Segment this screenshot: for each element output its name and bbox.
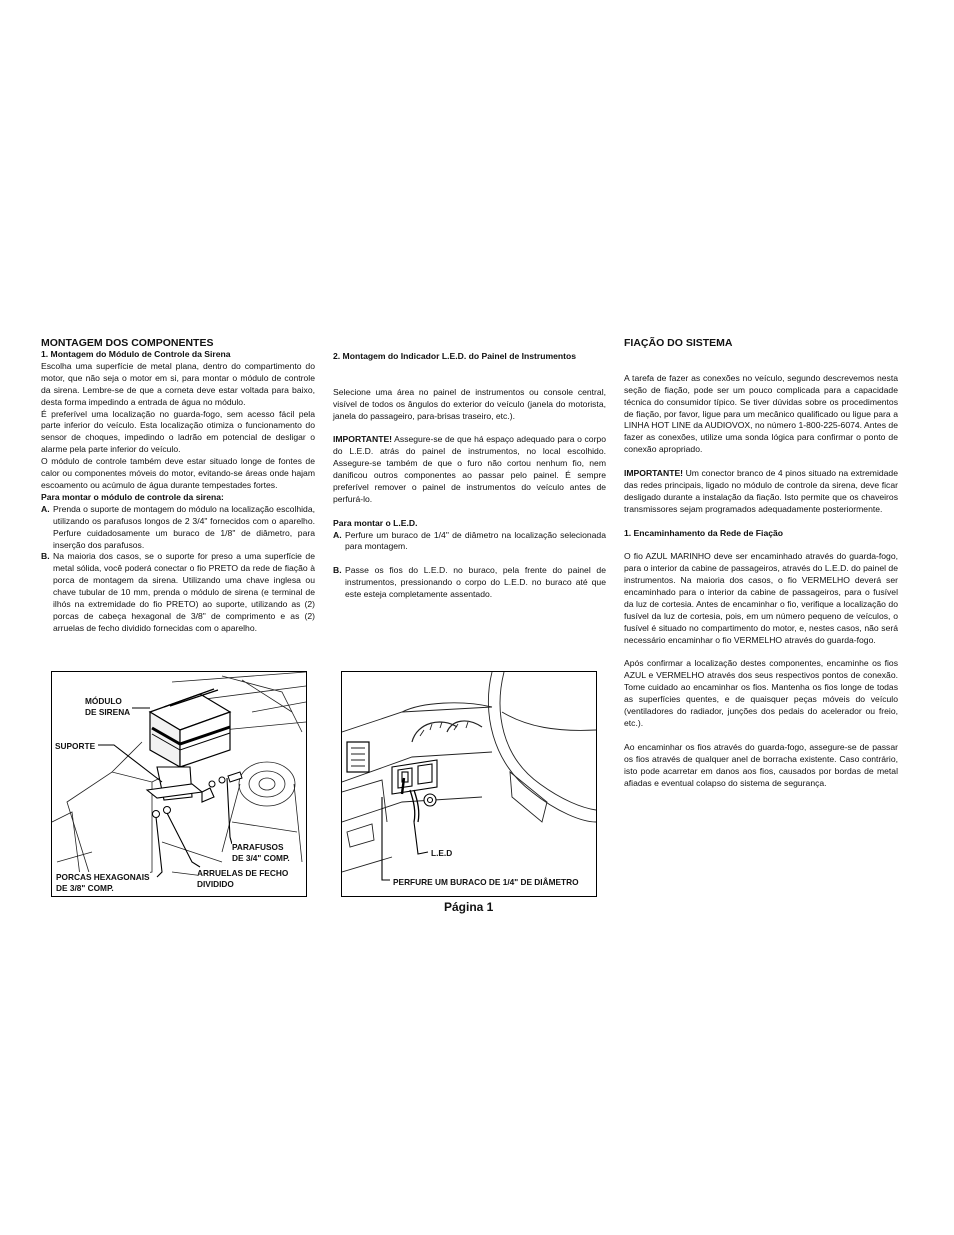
important-label: IMPORTANTE!: [624, 468, 684, 479]
label-line: DE SIRENA: [85, 706, 131, 717]
label-led: L.E.D: [431, 848, 453, 858]
paragraph: O fio AZUL MARINHO deve ser encaminhado através do guarda-fogo, para o interior da cabine de passageiros, através do L.E.D. do painel de instrumentos. Na maioria dos casos, o fio VERMELHO deverá ser encaminhado para o interior da cabine de passageiros, para o fusível da luz de cortesia. Antes de encaminhar o fio, verifique a localização do fusível da luz de cortesia, pois, em um número pequeno de veículos, o fusível é situado no compartimento do motor, e, nestes casos, não será necessário encaminhar o fio VERMELHO através do guarda-fogo.: [624, 551, 898, 645]
label-screws: [232, 842, 290, 863]
important-label: IMPORTANTE!: [333, 434, 393, 445]
step-text: Perfure um buraco de 1/4" de diâmetro na localização selecionada para montagem.: [345, 529, 606, 552]
step-label: B.: [41, 551, 50, 562]
step-text: Na maioria dos casos, se o suporte for preso a uma superfície de metal sólida, você poderá conectar o fio PRETO da rede de fiação à porca de montagem da sirena. Utilizando uma chave inglesa ou chave tubular de 10 mm, prenda o módulo de sirena (e terminal de ilhós na extremidade do fio PRETO) ao suporte, utilizando as (2) porcas de cabeça hexagonal de 3/8" de comprimento e as (2) arruelas de fecho dividido fornecidas com o aparelho.: [53, 551, 315, 633]
step-b: [333, 565, 606, 601]
label-line: DE 3/8" COMP.: [56, 882, 114, 893]
figure-led-dashboard: [341, 671, 597, 897]
step-text: Prenda o suporte de montagem do módulo na localização escolhida, utilizando os parafusos longos de 2 3/4" fornecidos com o aparelho. Perfure cuidadosamente um buraco de 1/8" de diâmetro, para inserção dos parafusos.: [53, 503, 315, 550]
label-siren-module: [85, 696, 130, 717]
step-a: [41, 504, 315, 552]
section-title-mounting: MONTAGEM DOS COMPONENTES: [41, 337, 214, 349]
paragraph: A tarefa de fazer as conexões no veículo, segundo descrevemos nesta seção de fiação, pode ser um pouco complicada para a capacidade técnica do consumidor típico. Se tiver dúvidas sobre os procedimentos de fiação, por favor, ligue para um mecânico qualificado ou ligue para a LINHA HOT LINE da AUDIOVOX, no número 1-800-225-6074. Antes de fazer as conexões, utilize uma sonda lógica para confirmar o ponto de conexão apropriado.: [624, 372, 898, 455]
label-line: ARRUELAS DE FECHO: [197, 868, 289, 878]
paragraph: Após confirmar a localização destes componentes, encaminhe os fios AZUL e VERMELHO através dos seus respectivos pontos de conexão. Tome cuidado ao encaminhar os fios. Mantenha os fios longe de todas as superfícies quentes, e de quaisquer peças móveis do veículo (ventiladores do radiador, junções dos pedais do acelerador ou freio, etc.).: [624, 658, 898, 728]
subsection-mount-led: Para montar o L.E.D.: [333, 517, 418, 528]
label-line: DIVIDIDO: [197, 878, 234, 889]
label-line: PORCAS HEXAGONAIS: [56, 872, 150, 882]
section-title-wiring: FIAÇÃO DO SISTEMA: [624, 337, 733, 349]
important-text: Um conector branco de 4 pinos situado na extremidade das redes principais, ligado no módulo de controle da sirena, deve ficar desligado durante a instalação da fiação. Isto permite que os chaveiros transmissores sejam programados adequadamente posteriormente.: [624, 468, 898, 514]
step-label: A.: [41, 503, 50, 514]
step-text: Passe os fios do L.E.D. no buraco, pela frente do painel de instrumentos, pressionando o corpo do L.E.D. no buraco até que este esteja completamente assentado.: [345, 565, 606, 600]
paragraph: Selecione uma área no painel de instrumentos ou console central, visível de todos os ângulos do exterior do veículo (janela do motorista, janela do passageiro, para-brisas traseiro, etc.).: [333, 386, 606, 421]
paragraph: É preferível uma localização no guarda-fogo, sem acesso fácil pela parte inferior do veículo. Esta localização otimiza o funcionamento do sensor de choques, impedindo o ladrão em potencial de desligar o alarme pela parte inferior do veículo.: [41, 408, 315, 455]
subsection-harness-routing: 1. Encaminhamento da Rede de Fiação: [624, 527, 784, 538]
label-line: PARAFUSOS: [232, 842, 284, 852]
label-drill-hole: PERFURE UM BURACO DE 1/4" DE DIÂMETRO: [393, 877, 579, 887]
column-mounting-components: [41, 337, 315, 635]
important-note: [624, 468, 898, 516]
subsection-mount-siren: Para montar o módulo de controle da sirena:: [41, 491, 224, 502]
paragraph: Escolha uma superfície de metal plana, dentro do compartimento do motor, que não seja o motor em si, para montar o módulo de controle da sirena. Lembre-se de que a corneta deve estar voltada para baixo, desta forma impedindo a entrada de água no módulo.: [41, 360, 315, 407]
figure-siren-module: [51, 671, 307, 897]
label-line: MÓDULO: [85, 696, 122, 706]
step-label: A.: [333, 529, 342, 540]
dashboard-illustration: [342, 672, 596, 896]
important-note: [333, 434, 606, 505]
important-text: Assegure-se de que há espaço adequado para o corpo do L.E.D. atrás do painel de instrumentos, no local escolhido. Assegure-se também de que o furo não cortou nenhum fio, nem danificou outros componentes ao passar pelo painel. É sempre preferível remover o painel de instrumentos do veículo antes de perfurá-lo.: [333, 434, 606, 504]
subsection-siren-module: 1. Montagem do Módulo de Controle da Sirena: [41, 349, 231, 359]
column-system-wiring: [624, 337, 898, 789]
step-label: B.: [333, 565, 342, 576]
column-led-mounting: [333, 351, 606, 601]
label-hex-nuts: [56, 872, 150, 893]
label-bracket: SUPORTE: [55, 741, 96, 751]
paragraph: Ao encaminhar os fios através do guarda-fogo, assegure-se de passar os fios através de qualquer anel de borracha existente. Caso contrário, isto pode acarretar em danos aos fios, causados por bordas de metal afiadas e eventual colapso do sistema de segurança.: [624, 741, 898, 788]
step-a: [333, 530, 606, 554]
step-b: [41, 551, 315, 634]
label-lock-washers: [197, 868, 288, 889]
label-line: DE 3/4" COMP.: [232, 852, 290, 863]
page-number: Página 1: [444, 900, 494, 914]
subsection-led-indicator: 2. Montagem do Indicador L.E.D. do Painel de Instrumentos: [333, 351, 577, 361]
paragraph: O módulo de controle também deve estar situado longe de fontes de calor ou componentes móveis do motor, evitando-se áreas onde hajam escoamento ou acúmulo de água durante tempestades fortes.: [41, 456, 315, 490]
